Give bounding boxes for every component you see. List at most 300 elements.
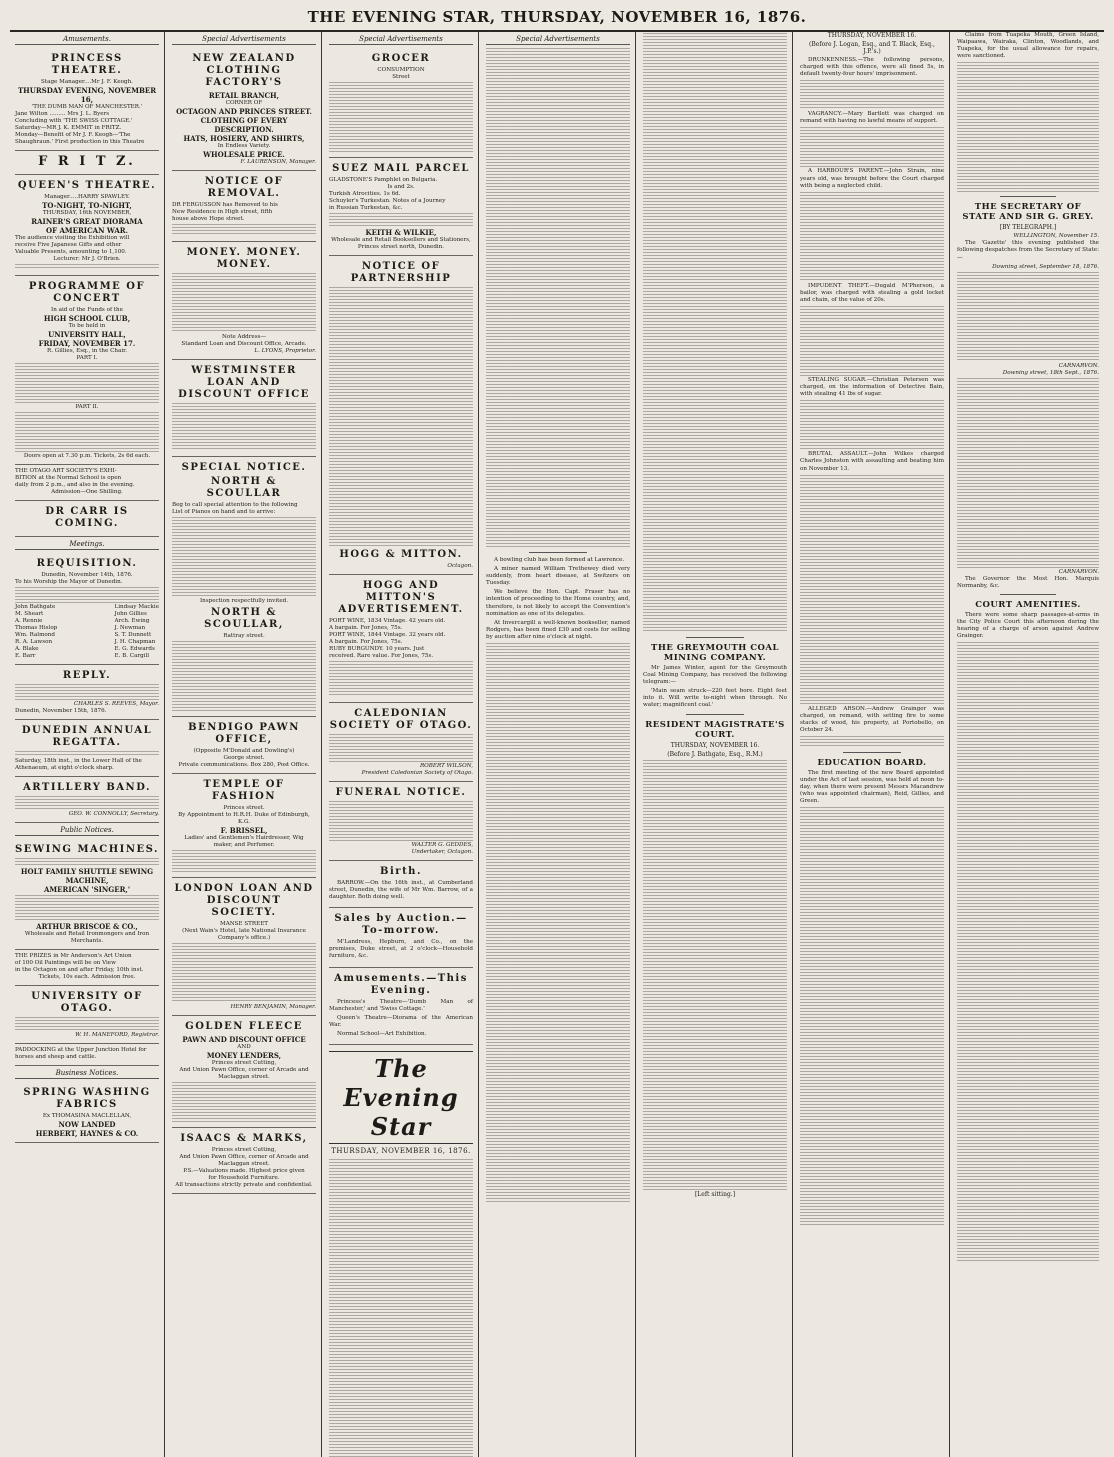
ad-line: ARTHUR BRISCOE & CO., <box>36 922 138 931</box>
ad-title: NORTH & SCOULLAR, <box>204 607 284 630</box>
artillery-ad <box>15 777 159 823</box>
text-block <box>329 213 473 227</box>
text-block <box>15 264 159 270</box>
text-block <box>172 943 316 1003</box>
column-1 <box>10 32 165 1457</box>
ad-line: To be held in <box>68 323 106 329</box>
ad-line: Wholesale and Retail Ironmongers and Iron Merchants. <box>24 931 150 944</box>
queens-theatre-ad <box>15 175 159 276</box>
ad-line: RETAIL BRANCH, <box>208 91 280 100</box>
ad-line: A bargain. For Jones, 75s. <box>329 639 403 645</box>
ad-line: Lecturer: Mr J. O'Brien. <box>53 256 121 262</box>
ad-line: (Next Wain's Hotel, late National Insurance <box>182 928 306 934</box>
text-block <box>957 62 1099 192</box>
ad-line: Turkish Atrocities. 1s 6d. <box>329 191 401 197</box>
princess-theatre-ad <box>15 48 159 151</box>
news-text <box>486 643 630 1203</box>
text-block <box>329 82 473 152</box>
text-block <box>15 796 159 810</box>
ad-line: List of Pianos on hand and to arrive: <box>172 509 276 515</box>
ad-title: Birth. <box>380 866 422 877</box>
ad-line: 'THE DUMB MAN OF MANCHESTER.' <box>31 104 143 110</box>
text-block <box>15 684 159 700</box>
paragraph: The 'Gazette' this evening published the following despatches from the Secretary of State:— <box>957 240 1099 261</box>
section-heading: Special Advertisements <box>172 35 316 45</box>
signature: WALTER G. GEDDES, <box>411 842 473 848</box>
ad-title: REPLY. <box>62 670 112 681</box>
paper-title: The Evening Star <box>329 1051 473 1144</box>
ad-line: MANSE STREET <box>219 921 269 927</box>
ad-line: Concluding with 'THE SWISS COTTAGE.' <box>15 118 133 124</box>
ad-line: HOLT FAMILY SHUTTLE SEWING <box>20 867 154 876</box>
ad-title: LONDON LOAN AND DISCOUNT SOCIETY. <box>174 883 314 918</box>
signature: GEO. W. CONNOLLY, Secretary. <box>68 811 159 817</box>
text-block <box>800 192 944 282</box>
editorial-text <box>486 48 630 548</box>
ad-line: In aid of the Funds of the <box>51 307 123 313</box>
ad-line: Admission—One Shilling. <box>51 489 123 495</box>
text-block <box>800 736 944 748</box>
signatories-left <box>15 604 57 660</box>
ad-line: OCTAGON AND PRINCES STREET. <box>176 107 312 116</box>
text-block <box>800 807 944 1227</box>
signatory-name: E. Barr <box>15 653 36 659</box>
signatory-name: Arch. Ewing <box>114 618 150 624</box>
signatory-name: A. Blake <box>15 646 39 652</box>
ad-line: The audience visiting the Exhibition will <box>15 235 130 241</box>
ad-line: And Union Pawn Office, corner of Arcade and <box>179 1154 309 1160</box>
ad-line: Ex THOMASINA MACLELLAN, <box>42 1113 132 1119</box>
section-heading: Special Advertisements <box>486 35 630 45</box>
ad-line: (Opposite M'Donald and Dowling's) <box>193 748 295 754</box>
paragraph: The Governor the Most Hon. Marquis Normanby, &c. <box>957 575 1099 589</box>
ad-line: P.S.—Valuations made. Highest price given <box>183 1168 305 1174</box>
ad-line: NOW LANDED <box>58 1120 116 1129</box>
nz-clothing-ad <box>172 48 316 171</box>
text-block <box>15 587 159 603</box>
ad-line: AND <box>237 1044 251 1050</box>
news-text <box>643 33 787 633</box>
ad-line: Private communications. Box 280, Post Office. <box>178 762 310 768</box>
ad-line: To his Worship the Mayor of Dunedin. <box>15 579 123 585</box>
ad-line: R. Gillies, Esq., in the Chair. <box>47 348 127 354</box>
ad-line: house above Hope street. <box>172 216 245 222</box>
text-block <box>329 661 473 697</box>
signatories <box>15 604 159 660</box>
ad-line: Beg to call special attention to the following <box>172 502 298 508</box>
divider <box>1000 594 1057 595</box>
ad-title: HOGG AND MITTON'S ADVERTISEMENT. <box>338 580 464 615</box>
divider <box>686 714 744 715</box>
signatory-name: E. B. Cargill <box>114 653 150 659</box>
ad-title: DUNEDIN ANNUAL REGATTA. <box>21 725 153 748</box>
ad-title: FUNERAL NOTICE. <box>335 787 467 798</box>
ad-line: Wholesale and Retail Booksellers and Stationers, <box>331 237 471 243</box>
text-block <box>172 273 316 333</box>
paragraph: STEALING SUGAR.—Christian Petersen was charged, on the information of Detective Bain, with stealing 41 lbs of sugar. <box>800 377 944 398</box>
ad-title: ISAACS & MARKS, <box>180 1133 308 1144</box>
signature: CHARLES S. REEVES, Mayor. <box>73 701 159 707</box>
westminster-ad <box>172 360 316 457</box>
text-block <box>172 224 316 236</box>
money-ad <box>172 242 316 360</box>
text-block <box>957 642 1099 1262</box>
signature: L. LYONS, Proprietor. <box>254 348 316 354</box>
text-block <box>15 1017 159 1031</box>
bendigo-ad <box>172 717 316 774</box>
ad-line: Tickets, 10s each. Admission free. <box>38 974 136 980</box>
paragraph: BRUTAL ASSAULT.—John Wilkes charged Charles Johnston with assaulting and beating him on November 13. <box>800 451 944 472</box>
ad-line: Princes street north, Dunedin. <box>357 244 445 250</box>
paragraph: Claims from Tuapeka Mouth, Green Island, Waipaawa, Wairaka, Clinton, Woodlands, and Tuapeka, for the usual allowance for repairs, were sanctioned. <box>957 32 1099 60</box>
section-heading: Meetings. <box>15 540 159 550</box>
ad-line: Ladies' and Gentlemen's Hairdresser, Wig <box>184 835 304 841</box>
ad-line: AMERICAN 'SINGER,' <box>43 885 131 894</box>
ad-line: CLOTHING OF EVERY DESCRIPTION. <box>200 116 288 134</box>
ad-line: Inspection respectfully invited. <box>199 598 289 604</box>
signature: ROBERT WILSON, <box>419 763 473 769</box>
signature: CARNARVON. <box>1058 568 1099 575</box>
article-subheading: (Before J. Bathgate, Esq., R.M.) <box>667 750 763 758</box>
signature: President Caledonian Society of Otago. <box>361 770 473 776</box>
temple-of-fashion-ad <box>172 774 316 878</box>
ad-line: PAWN AND DISCOUNT OFFICE <box>182 1035 306 1044</box>
ad-line: HATS, HOSIERY, AND SHIRTS, <box>183 134 305 143</box>
ad-line: in Russian Turkestan, &c. <box>329 205 403 211</box>
column-7 <box>952 32 1104 1457</box>
ad-line: A bargain. For Jones, 75s. <box>329 625 403 631</box>
ad-title: QUEEN'S THEATRE. <box>17 180 157 191</box>
signature: F. LAURENSON, Manager. <box>240 159 316 165</box>
ad-line: Manager.....HARRY SPAWLEY. <box>44 194 130 200</box>
paragraph: Mr James Winter, agent for the Greymouth Coal Mining Company, has received the following telegram:— <box>643 665 787 686</box>
ad-title: ARTILLERY BAND. <box>23 782 151 793</box>
ad-line: Is and 2s. <box>387 184 415 190</box>
signatory-name: Thomas Hislop <box>15 625 58 631</box>
paragraph: Princess's Theatre—'Dumb Man of Manchester,' and 'Swiss Cottage.' <box>329 998 473 1012</box>
ad-line: Dunedin, November 14th, 1876. <box>41 572 133 578</box>
ad-line: Maclaggan street. <box>218 1074 270 1080</box>
ad-title: NORTH & SCOULLAR <box>206 476 282 499</box>
university-ad <box>15 986 159 1044</box>
ad-line: In Endless Variety. <box>217 143 271 149</box>
article-heading: THE SECRETARY OF STATE AND SIR G. GREY. <box>962 202 1094 223</box>
signature: Octagon. <box>447 563 473 569</box>
funeral-notice <box>329 782 473 861</box>
ad-line: Note Address— <box>221 334 267 340</box>
text-block <box>15 363 159 403</box>
ad-title: PROGRAMME OF CONCERT <box>28 281 146 304</box>
column-2 <box>167 32 322 1457</box>
ad-line: Stage Manager....Mr J. F. Keogh. <box>41 79 133 85</box>
wine-ad <box>329 575 473 703</box>
paper-date: THURSDAY, NOVEMBER 16, 1876. <box>331 1147 471 1156</box>
column-3 <box>324 32 479 1457</box>
text-block <box>957 272 1099 362</box>
suez-mail-ad <box>329 158 473 256</box>
paddocking-ad <box>15 1044 159 1066</box>
ad-line: Street <box>392 74 410 80</box>
signatory-name: R. A. Lawson <box>15 639 53 645</box>
ad-line: of 100 Oil Paintings will be on View <box>15 960 116 966</box>
ad-title: PRINCESS THEATRE. <box>51 53 123 76</box>
ad-line: maker, and Perfumer. <box>213 842 275 848</box>
signature: CARNARVON. <box>1058 362 1099 369</box>
text-block <box>329 287 473 547</box>
sewing-ad <box>15 839 159 950</box>
ad-line: BITION at the Normal School is open <box>15 475 122 481</box>
ad-title: HOGG & MITTON. <box>339 549 463 560</box>
signatory-name: Lindsay Mackie <box>114 604 159 610</box>
text-block <box>329 801 473 841</box>
divider <box>686 637 744 638</box>
isaacs-marks-ad <box>172 1128 316 1194</box>
signatory-name: Wm. Ralmond <box>15 632 55 638</box>
ad-line: Monday—Benefit of Mr J. F. Keogh—'The <box>15 132 131 138</box>
signature: Undertaker, Octagon. <box>411 849 473 855</box>
ad-line: New Residence in High street, fifth <box>172 209 273 215</box>
regatta-ad <box>15 720 159 777</box>
section-heading: Business Notices. <box>15 1069 159 1079</box>
paragraph: Queen's Theatre—Diorama of the American War. <box>329 1014 473 1028</box>
grocer-ad <box>329 48 473 158</box>
ad-title: REQUISITION. <box>36 558 138 569</box>
ad-line: THURSDAY, 16th NOVEMBER, <box>42 210 132 216</box>
ad-line: received. Rare value. For Jones, 75s. <box>329 653 434 659</box>
article-subheading: [Left sitting.] <box>694 1190 736 1198</box>
ad-line: WHOLESALE PRICE. <box>203 150 285 159</box>
birth-notice <box>329 861 473 908</box>
ad-line: RUBY BURGUNDY. 10 years. Just <box>329 646 425 652</box>
ad-line: And Union Pawn Office, corner of Arcade and <box>179 1067 309 1073</box>
paragraph: Normal School—Art Exhibition. <box>337 1030 427 1037</box>
paragraph: BARROW.—On the 16th inst., at Cumberland street, Dunedin, the wife of Mr Wm. Barrow, of a daughter. Both doing well. <box>329 880 473 901</box>
ad-line: Doors open at 7.30 p.m. Tickets, 2s 6d each. <box>23 453 151 459</box>
divider <box>529 552 587 553</box>
signatory-name: J. H. Chapman <box>114 639 156 645</box>
editorial-text <box>329 1159 473 1457</box>
paragraph: A bowling club has been formed at Lawrence. <box>494 557 625 563</box>
signatory-name: John Bathgate <box>15 604 56 610</box>
art-union-ad <box>15 950 159 986</box>
london-loan-ad <box>172 878 316 1016</box>
section-heading: Special Advertisements <box>329 35 473 45</box>
ad-line: Company's office.) <box>217 935 271 941</box>
ad-title: DR CARR IS COMING. <box>45 506 129 529</box>
ad-line: THE OTAGO ART SOCIETY'S EXHI- <box>15 468 117 474</box>
fritz-ad <box>15 151 159 175</box>
dateline: Downing street, 18th Sept., 1876. <box>1002 369 1099 376</box>
reply <box>15 665 159 720</box>
article-subheading: THURSDAY, NOVEMBER 16. <box>827 32 917 39</box>
ad-line: PADDOCKING at the Upper Junction Hotel for horses and sheep and cattle. <box>15 1047 147 1060</box>
divider <box>1000 196 1057 197</box>
ad-title: SUEZ MAIL PARCEL <box>332 163 470 174</box>
article-heading: EDUCATION BOARD. <box>817 757 927 768</box>
signatory-name: J. Newman <box>114 625 146 631</box>
paragraph: IMPUDENT THEFT.—Dugald M'Pherson, a bailor, was charged with stealing a gold locket and chain, of the value of 20s. <box>800 282 944 303</box>
ad-title: CALEDONIAN SOCIETY OF OTAGO. <box>329 708 473 731</box>
ad-line: PORT WINE, 1844 Vintage. 32 years old. <box>329 632 446 638</box>
ad-line: in the Octagon on and after Friday, 10th inst. <box>15 967 144 973</box>
text-block <box>15 412 159 452</box>
ad-title: Amusements.—This Evening. <box>334 972 468 996</box>
ad-title: MONEY. MONEY. MONEY. <box>186 247 302 270</box>
signatory-name: E. G. Edwards <box>114 646 155 652</box>
ad-title: WESTMINSTER LOAN AND DISCOUNT OFFICE <box>178 365 310 400</box>
paragraph: At Invercargill a well-known bookseller, named Rodgers, has been fined £30 and costs for selling by auction after nine o'clock at night. <box>486 619 630 640</box>
signatory-name: John Gillies <box>114 611 147 617</box>
ad-line: TO-NIGHT, TO-NIGHT, <box>42 201 132 210</box>
dateline: WELLINGTON, November 15. <box>1013 233 1099 240</box>
paragraph: We believe the Hon. Capt. Fraser has no intention of proceeding to the Home country, and, therefore, is not likely to accept the Convention's nomination as one of its delegates. <box>486 589 630 617</box>
ad-line: PART I. <box>76 355 98 361</box>
ad-line: KEITH & WILKIE, <box>365 228 437 237</box>
paragraph: The first meeting of the new Board appointed under the Act of last session, was held at noon to-day, when there were present Messrs Macandrew (who was appointed chairman), Reid, Gillies, and Green. <box>800 769 944 805</box>
removal-notice <box>172 171 316 242</box>
text-block <box>800 306 944 376</box>
ad-line: GLADSTONE'S Pamphlet on Bulgaria. <box>329 177 438 183</box>
ad-title: BENDIGO PAWN OFFICE, <box>188 722 300 745</box>
ad-title: NEW ZEALAND CLOTHING FACTORY'S <box>192 53 296 88</box>
signatory-name: M. Sheart <box>15 611 44 617</box>
caledonian-ad <box>329 703 473 782</box>
signatory-name: S. T. Dunnett <box>114 632 152 638</box>
ad-line: RAINER'S GREAT DIORAMA <box>31 217 143 226</box>
ad-line: PORT WINE, 1834 Vintage. 42 years old. <box>329 618 446 624</box>
article-heading: COURT AMENITIES. <box>975 599 1081 610</box>
ad-line: Maclaggan street. <box>218 1161 270 1167</box>
ad-title: UNIVERSITY OF OTAGO. <box>31 991 143 1014</box>
signatory-name: A. Rennie <box>15 618 43 624</box>
text-block <box>957 378 1099 568</box>
divider <box>843 752 901 753</box>
ad-line: Princes street Cutting, <box>211 1060 277 1066</box>
ad-line: Valuable Presents, amounting to 1,100. <box>15 249 127 255</box>
column-5 <box>638 32 793 1457</box>
ad-line: By Appointment to H.R.H. Duke of Edinburgh, K.G. <box>178 812 310 825</box>
signature: HENRY BENJAMIN, Manager. <box>230 1004 316 1010</box>
special-notice <box>172 457 316 717</box>
paragraph: A miner named William Trethewey died very suddenly, from heart disease, at Switzers on Tuesday. <box>486 566 630 587</box>
ad-title: TEMPLE OF FASHION <box>203 779 285 802</box>
paragraph: ALLEGED ARSON.—Andrew Grainger was charged, on remand, with setting fire to some stacks of wood, his property, at Portobello, on October 24. <box>800 705 944 733</box>
dateline: Downing street, September 18, 1876. <box>992 263 1099 270</box>
text-block <box>172 641 316 711</box>
court-report-text <box>643 760 787 1190</box>
paragraph: There were some sharp passages-at-arms in the City Police Court this afternoon during the hearing of a charge of arson against Andrew Grainger. <box>957 611 1099 640</box>
ad-line: for Household Furniture. <box>208 1175 280 1181</box>
ad-title: Sales by Auction.—To-morrow. <box>334 913 468 937</box>
ad-line: Standard Loan and Discount Office, Arcade. <box>181 341 307 347</box>
ad-line: Princes street. <box>223 805 265 811</box>
ad-line: MONEY LENDERS, <box>206 1051 282 1060</box>
ad-line: CONSUMPTION <box>377 67 425 73</box>
text-block <box>172 403 316 451</box>
paragraph: VAGRANCY.—Mary Bartlett was charged on remand with having no lawful means of support. <box>800 111 944 125</box>
article-heading: RESIDENT MAGISTRATE'S COURT. <box>645 719 785 740</box>
article-subheading: (Before J. Logan, Esq., and T. Black, Esq., J.P.'s.) <box>809 41 935 55</box>
ad-line: HERBERT, HAYNES & CO. <box>35 1129 139 1138</box>
ad-line: DR FERGUSSON has Removed to his <box>172 202 278 208</box>
masthead: THE EVENING STAR, THURSDAY, NOVEMBER 16, 1876. <box>10 4 1104 32</box>
ad-line: FRIDAY, NOVEMBER 17. <box>38 339 136 348</box>
concert-ad <box>15 276 159 465</box>
ad-title: SPRING WASHING FABRICS <box>23 1087 151 1110</box>
ad-line: receive Five Japanese Gifts and other <box>15 242 122 248</box>
text-block <box>172 850 316 872</box>
ad-line: Schuyler's Turkestan. Notes of a Journey <box>329 198 446 204</box>
ad-line: Saturday, 18th inst., in the Lower Hall of the Athenaeum, at eight o'clock sharp. <box>15 758 142 771</box>
paragraph: DRUNKENNESS.—The following persons, charged with this offence, were all fined 5s, in default twenty-four hours' imprisonment. <box>800 57 944 78</box>
column-6 <box>795 32 950 1457</box>
requisition <box>15 553 159 665</box>
amusements-tonight <box>329 968 473 1045</box>
ad-line: THE PRIZES in Mr Anderson's Art Union <box>15 953 132 959</box>
paragraph: 'Main seam struck—220 feet bore. Eight feet into it. Will write to-night when through. No water; magnificent coal.' <box>643 688 787 709</box>
text-block <box>172 1082 316 1122</box>
text-block <box>172 517 316 597</box>
ad-line: MACHINE, <box>65 876 109 885</box>
article-subheading: [BY TELEGRAPH.] <box>999 224 1057 232</box>
ad-line: F. BRISSEL, <box>220 826 268 835</box>
ad-line: Jane Wilton ......... Mrs J. L. Byers <box>15 111 110 117</box>
text-block <box>15 751 159 757</box>
text-block <box>800 475 944 705</box>
art-society-ad <box>15 465 159 501</box>
text-block <box>800 400 944 450</box>
paragraph: M'Landress, Hepburn, and Co., on the premises, Duke street, at 2 o'clock—Household furniture, &c. <box>329 939 473 960</box>
ad-line: daily from 2 p.m., and also in the evening. <box>15 482 135 488</box>
ad-line: Princes street Cutting, <box>211 1147 277 1153</box>
sales-notice <box>329 908 473 967</box>
section-heading: Amusements. <box>15 35 159 45</box>
spring-fabrics-ad <box>15 1082 159 1143</box>
paragraph: A HARBOUR'S PARENT.—John Strain, nine years old, was brought before the Court charged with being a neglected child. <box>800 168 944 189</box>
signatories-right <box>114 604 159 660</box>
ad-title: SEWING MACHINES. <box>15 844 159 855</box>
golden-fleece-ad <box>172 1016 316 1128</box>
article-subheading: THURSDAY, NOVEMBER 16. <box>670 741 760 749</box>
text-block <box>800 80 944 110</box>
columns <box>10 32 1104 1457</box>
ad-line: UNIVERSITY HALL, <box>48 330 126 339</box>
article-heading: THE GREYMOUTH COAL MINING COMPANY. <box>651 643 779 663</box>
ad-title: NOTICE OF PARTNERSHIP <box>350 261 452 284</box>
ad-title: NOTICE OF REMOVAL. <box>204 176 284 199</box>
ad-title: SPECIAL NOTICE. <box>181 462 307 473</box>
partnership-notice <box>329 256 473 575</box>
ad-title: GOLDEN FLEECE <box>185 1021 303 1032</box>
signature: W. H. MANEFORD, Registrar. <box>75 1032 159 1038</box>
ad-line: Rattray street. <box>223 633 265 639</box>
ad-line: Dunedin, November 15th, 1876. <box>15 708 107 714</box>
ad-line: All transactions strictly private and confidential. <box>175 1182 313 1188</box>
ad-line: CORNER OF <box>225 100 263 106</box>
section-heading: Public Notices. <box>15 826 159 836</box>
dr-carr-ad <box>15 501 159 537</box>
text-block <box>15 895 159 921</box>
ad-line: HIGH SCHOOL CLUB, <box>43 314 131 323</box>
text-block <box>800 127 944 167</box>
column-4 <box>481 32 636 1457</box>
fritz-title: F R I T Z. <box>38 154 136 169</box>
ad-line: Saturday—MR J. K. EMMIT in FRITZ. <box>15 125 122 131</box>
ad-line: OF AMERICAN WAR. <box>45 226 129 235</box>
ad-line: Shaughraun.' First production in this Theatre <box>15 139 145 145</box>
ad-line: PART II. <box>75 404 99 410</box>
ad-title: GROCER <box>371 53 431 64</box>
